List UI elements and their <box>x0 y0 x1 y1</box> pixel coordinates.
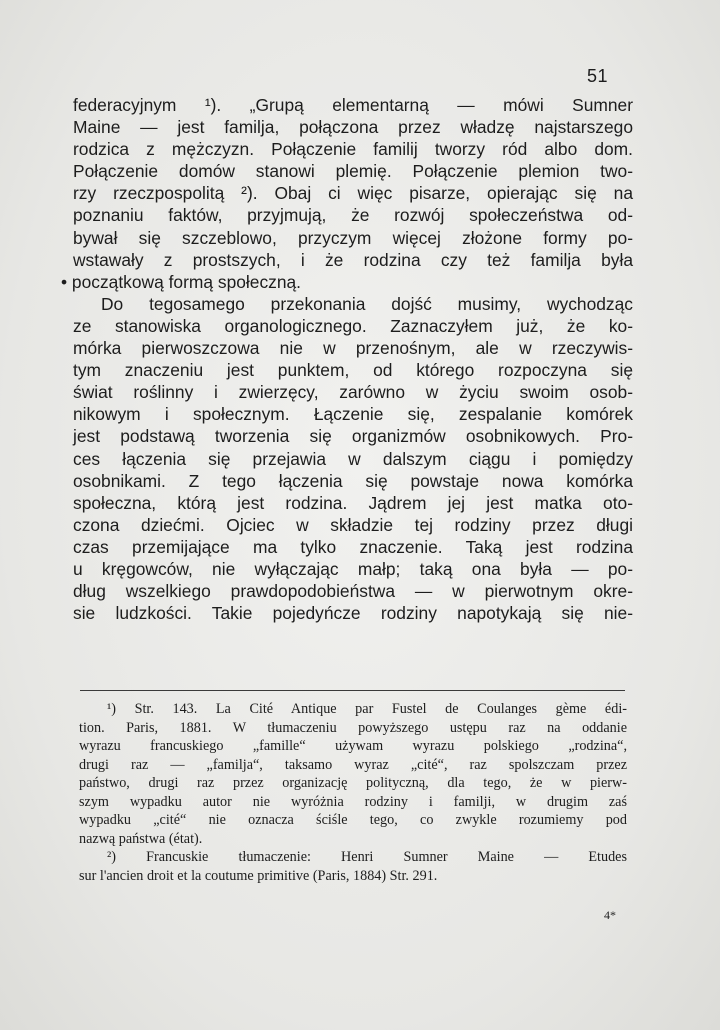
text-line: Maine — jest familja, połączona przez władzę najstarszego <box>73 117 633 138</box>
text-line: czona dziećmi. Ojciec w składzie tej rodziny przez długi <box>73 514 633 535</box>
text-line: ces łączenia się przejawia w dalszym ciągu i pomiędzy <box>73 448 633 469</box>
text-line: czas przemijające ma tylko znaczenie. Taką jest rodzina <box>73 536 633 557</box>
text-line: bywał się szczeblowo, przyczym więcej złożone formy po- <box>73 227 633 248</box>
footnote-divider <box>80 690 625 691</box>
text-line: nikowym i społecznym. Łączenie się, zespalanie komórek <box>73 404 633 425</box>
footnote-line: ¹) Str. 143. La Cité Antique par Fustel de Coulanges gème édi- <box>107 701 627 717</box>
paragraph-start: Do tegosamego przekonania dojść musimy, wychodząc <box>101 293 633 314</box>
footnote-line: szym wypadku autor nie wyróżnia rodziny i familji, w drugim zaś <box>79 793 627 810</box>
footnote-line: ²) Francuskie tłumaczenie: Henri Sumner Maine — Etudes <box>107 849 627 865</box>
text-line: rodzica z mężczyzn. Połączenie familij tworzy ród albo dom. <box>73 139 633 160</box>
text-line: jest podstawą tworzenia się organizmów osobnikowych. Pro- <box>73 426 633 447</box>
footnotes <box>79 700 627 885</box>
text-line: rzy rzeczpospolitą ²). Obaj ci więc pisarze, opierając się na <box>73 183 633 204</box>
text-line: osobnikami. Z tego łączenia się powstaje nowa komórka <box>73 470 633 491</box>
page-number: 51 <box>586 66 608 86</box>
text-line: społeczna, którą jest rodzina. Jądrem jej jest matka oto- <box>73 492 633 513</box>
text-line: • początkową formą społeczną. <box>61 271 302 292</box>
text-line: dług wszelkiego prawdopodobieństwa — w pierwotnym okre- <box>73 581 633 602</box>
footnote-line: wypadku „cité“ nie oznacza ściśle tego, co zwykle rozumiemy pod <box>79 812 627 828</box>
printer-signature-mark: 4* <box>604 908 616 922</box>
main-text <box>61 94 633 624</box>
text-line: wstawały z prostszych, i że rodzina czy też familja była <box>73 249 633 270</box>
footnote-line: nazwą państwa (état). <box>79 830 203 847</box>
text-line: ze stanowiska organologicznego. Zaznaczyłem już, że ko- <box>73 315 633 336</box>
footnote-line: państwo, drugi raz przez organizację polityczną, dla tego, że w pierw- <box>79 775 627 791</box>
footnote-line: tion. Paris, 1881. W tłumaczeniu powyższego ustępu raz na oddanie <box>79 719 627 736</box>
text-line: federacyjnym ¹). „Grupą elementarną — mówi Sumner <box>73 95 633 115</box>
footnote-line: wyrazu francuskiego „famille“ używam wyrazu polskiego „rodzina“, <box>79 738 627 754</box>
text-line: poznaniu faktów, przyjmują, że rozwój społeczeństwa od- <box>73 205 633 226</box>
footnote-line: drugi raz — „familja“, taksamo wyraz „cité“, raz spolszczam przez <box>79 756 627 773</box>
text-line: mórka pierwoszczowa nie w przenośnym, ale w rzeczywis- <box>73 338 633 359</box>
footnote-line: sur l'ancien droit et la coutume primitive (Paris, 1884) Str. 291. <box>79 867 438 884</box>
text-line: świat roślinny i zwierzęcy, zarówno w życiu swoim osob- <box>73 382 633 403</box>
text-line: u kręgowców, nie wyłączając małp; taką ona była — po- <box>73 558 633 579</box>
text-line: tym znaczeniu jest punktem, od którego rozpoczyna się <box>73 360 633 381</box>
text-line: sie ludzkości. Takie pojedyńcze rodziny napotykają się nie- <box>73 603 633 624</box>
text-line: Połączenie domów stanowi plemię. Połączenie plemion two- <box>73 161 633 182</box>
